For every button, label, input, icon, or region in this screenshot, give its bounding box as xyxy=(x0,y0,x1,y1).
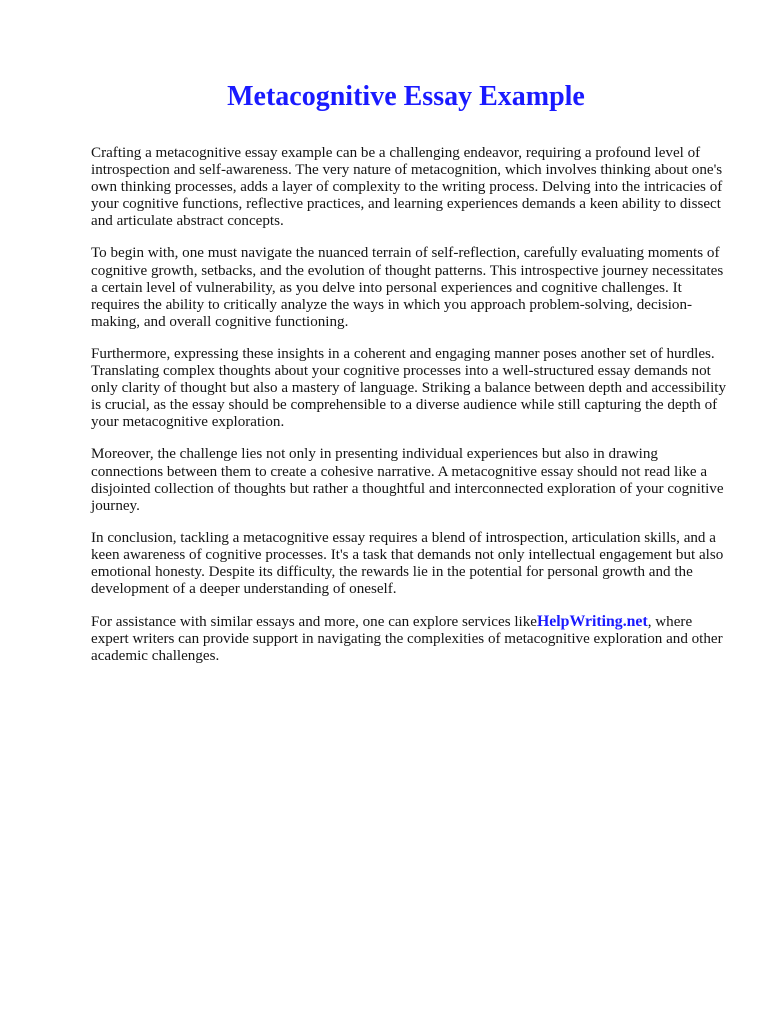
paragraph-intro: Crafting a metacognitive essay example can be a challenging endeavor, requiring a profound level of introspection and self-awareness. The very nature of metacognition, which involves thinking about one's own thinking processes, adds a layer of complexity to the writing process. Delving into the intricacies of your cognitive functions, reflective practices, and learning experiences demands a keen ability to dissect and articulate abstract concepts. xyxy=(91,145,723,230)
paragraph-closing xyxy=(91,613,731,665)
paragraph-self-reflection: To begin with, one must navigate the nuanced terrain of self-reflection, carefully evaluating moments of cognitive growth, setbacks, and the evolution of thought patterns. This introspective journey necessitates a certain level of vulnerability, as you delve into personal experiences and cognitive challenges. It requires the ability to critically analyze the ways in which you approach problem-solving, decision-making, and overall cognitive functioning. xyxy=(91,245,724,330)
closing-text-after-link: , where expert writers can provide support in navigating the complexities of metacognitive exploration and other academic challenges. xyxy=(91,614,723,665)
paragraph-narrative: Moreover, the challenge lies not only in presenting individual experiences but also in drawing connections between them to create a cohesive narrative. A metacognitive essay should not read like a disjointed collection of thoughts but rather a thoughtful and interconnected exploration of your cognitive journey. xyxy=(91,446,724,514)
page-title: Metacognitive Essay Example xyxy=(227,81,585,112)
closing-text-before-link: For assistance with similar essays and more, one can explore services like xyxy=(91,614,537,631)
helpwriting-link[interactable]: HelpWriting.net xyxy=(536,613,648,631)
paragraph-conclusion: In conclusion, tackling a metacognitive essay requires a blend of introspection, articulation skills, and a keen awareness of cognitive processes. It's a task that demands not only intellectual engagement but also emotional honesty. Despite its difficulty, the rewards lie in the potential for personal growth and the development of a deeper understanding of oneself. xyxy=(91,529,724,598)
paragraph-expression: Furthermore, expressing these insights in a coherent and engaging manner poses another set of hurdles. Translating complex thoughts about your cognitive processes into a well-structured essay demands not only clarity of thought but also a mastery of language. Striking a balance between depth and accessibility is crucial, as the essay should be comprehensible to a diverse audience while still capturing the depth of your metacognitive exploration. xyxy=(91,345,727,431)
essay-body xyxy=(91,145,731,680)
